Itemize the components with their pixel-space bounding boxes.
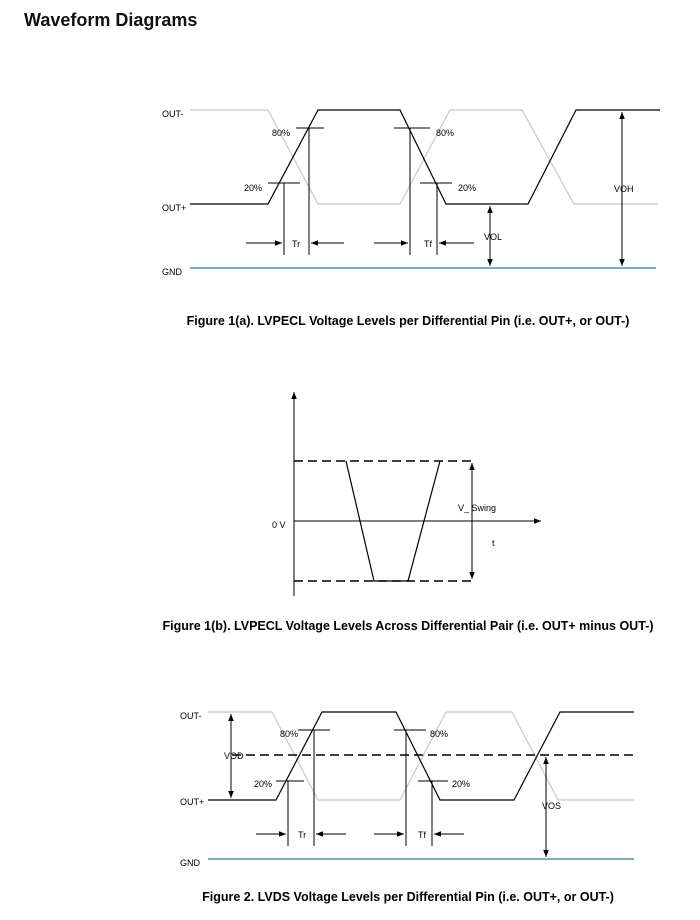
fig2-rise-80-label: 80% xyxy=(280,729,299,739)
fig2-fall-80-label: 80% xyxy=(430,729,449,739)
fig1a-gnd-label: GND xyxy=(162,267,182,277)
fig1a-rise-20-label: 20% xyxy=(244,183,263,193)
fig1a-out-plus-label: OUT+ xyxy=(162,203,187,213)
fig1a-voh-label: VOH xyxy=(614,184,634,194)
figure-1a xyxy=(162,109,660,328)
figure-1b xyxy=(163,392,654,633)
fig2-out-minus-label: OUT- xyxy=(180,711,202,721)
fig1a-out-minus-label: OUT- xyxy=(162,109,184,119)
fig2-vod-label: VOD xyxy=(224,751,244,761)
page-title: Waveform Diagrams xyxy=(24,10,198,30)
fig1a-vol-label: VOL xyxy=(484,232,503,242)
fig1a-fall-80-label: 80% xyxy=(436,128,455,138)
fig2-tf-label: Tf xyxy=(418,830,426,840)
fig1b-vswing-label: V_ Swing xyxy=(458,503,497,513)
fig1b-t-label: t xyxy=(492,538,495,548)
fig2-rise-20-label: 20% xyxy=(254,779,273,789)
figure-2 xyxy=(180,711,634,904)
fig1a-caption: Figure 1(a). LVPECL Voltage Levels per Differential Pin (i.e. OUT+, or OUT-) xyxy=(186,314,630,328)
fig2-vos-label: VOS xyxy=(542,801,562,811)
fig2-tr-label: Tr xyxy=(298,830,307,840)
fig2-gnd-label: GND xyxy=(180,858,200,868)
fig1b-zero-v-label: 0 V xyxy=(272,520,286,530)
fig2-fall-20-label: 20% xyxy=(452,779,471,789)
fig2-caption: Figure 2. LVDS Voltage Levels per Differential Pin (i.e. OUT+, or OUT-) xyxy=(202,890,614,904)
fig1a-tr-label: Tr xyxy=(292,239,301,249)
fig1b-caption: Figure 1(b). LVPECL Voltage Levels Across Differential Pair (i.e. OUT+ minus OUT-) xyxy=(162,619,654,633)
fig1a-fall-20-label: 20% xyxy=(458,183,477,193)
fig1a-rise-80-label: 80% xyxy=(272,128,291,138)
fig1a-tf-label: Tf xyxy=(424,239,432,249)
fig2-out-plus-label: OUT+ xyxy=(180,797,205,807)
